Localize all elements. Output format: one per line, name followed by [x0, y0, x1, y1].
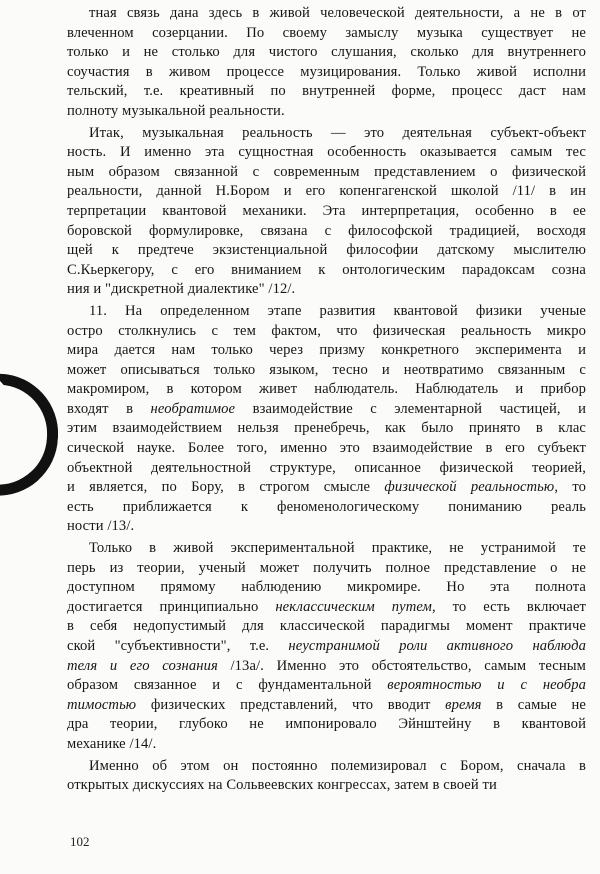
- text-run: мира дается нам только через призму конкретного эксперимента и: [67, 342, 586, 359]
- text-run: только и не столько для чистого слушания, сколько для внутреннего: [67, 44, 586, 61]
- text-run: механике /14/.: [67, 735, 157, 752]
- text-run: в себя недопустимый для классической парадигмы момент практиче: [67, 618, 586, 635]
- text-line: [67, 124, 586, 144]
- paragraph: [67, 539, 586, 755]
- text-line: [67, 241, 586, 261]
- text-run: доступном прямому наблюдению микромире. Но эта полнота: [67, 579, 586, 596]
- text-run: , то: [554, 479, 586, 496]
- text-line: [67, 539, 586, 559]
- italic-run: тимостью: [67, 696, 137, 713]
- text-run: входят в: [67, 400, 151, 417]
- text-line: [67, 517, 586, 537]
- text-run: дра теории, глубоко не импонировало Эйнштейну в квантовой: [67, 716, 586, 733]
- text-run: в самые не: [481, 696, 586, 713]
- text-line: [67, 4, 586, 24]
- italic-run: физической реальностью: [384, 479, 555, 496]
- text-line: [67, 696, 586, 716]
- text-line: [67, 637, 586, 657]
- text-run: образом связанное и с фундаментальной: [67, 677, 388, 694]
- text-run: боровской формулировке, связана с философской традицией, восходя: [67, 222, 586, 239]
- text-run: щей к предтече экзистенциальной философии датскому мыслителю: [67, 242, 586, 259]
- text-line: [67, 478, 586, 498]
- text-line: [67, 261, 586, 281]
- text-run: и является, по Бору, в строгом смысле: [67, 479, 385, 496]
- text-run: тная связь дана здесь в живой человеческой деятельности, а не в от: [89, 5, 586, 21]
- text-line: [67, 163, 586, 183]
- text-line: [67, 43, 586, 63]
- italic-run: время: [445, 696, 482, 713]
- text-run: достигается принципиально: [67, 598, 276, 615]
- text-run: С.Кьеркегору, с его вниманием к онтологическим парадоксам созна: [67, 261, 586, 278]
- text-run: ности /13/.: [67, 518, 135, 535]
- text-run: физических представлений, что вводит: [136, 696, 446, 713]
- text-line: [67, 63, 586, 83]
- text-run: Именно об этом он постоянно полемизировал с Бором, сначала в: [89, 757, 586, 774]
- text-line: [67, 102, 586, 122]
- text-run: объектной деятельностной структуре, описанное физической теорией,: [67, 459, 586, 476]
- text-line: [67, 24, 586, 44]
- italic-run: неустранимой роли активного наблюда: [288, 638, 586, 654]
- text-run: есть приближается к феноменологическому пониманию реаль: [67, 498, 586, 515]
- text-line: [67, 280, 586, 300]
- text-line: [67, 202, 586, 222]
- italic-run: теля и его сознания: [67, 657, 218, 674]
- text-line: [67, 598, 586, 618]
- paragraph: [67, 302, 586, 537]
- text-run: 11. На определенном этапе развития квантовой физики ученые: [89, 302, 586, 319]
- text-run: ность. И именно эта сущностная особенность оказывается самым тес: [67, 144, 586, 161]
- text-run: реальности, данной Н.Бором и его копенгагенской школой /11/ в ин: [67, 183, 586, 200]
- text-line: [67, 559, 586, 579]
- text-run: этим взаимодействием нельзя пренебречь, как было принято в клас: [67, 420, 586, 437]
- text-run: взаимодействие с элементарной частицей, и: [235, 400, 586, 417]
- text-run: терпретации квантовой механики. Эта интерпретация, особенно в ее: [67, 202, 586, 219]
- text-line: [67, 361, 586, 381]
- paragraph: [67, 757, 586, 796]
- text-run: соучастия в живом процессе музицирования. Только живой исполни: [67, 63, 586, 80]
- text-line: [67, 380, 586, 400]
- body-text: [67, 4, 586, 796]
- text-line: [67, 757, 586, 777]
- paragraph: [67, 4, 586, 122]
- text-line: [67, 578, 586, 598]
- italic-run: неклассическим путем: [275, 598, 432, 615]
- italic-run: вероятностью и с необра: [387, 677, 586, 694]
- text-run: /13а/. Именно это обстоятельство, самым тесным: [217, 657, 586, 674]
- text-line: [67, 657, 586, 677]
- paragraph: [67, 124, 586, 300]
- text-run: Только в живой экспериментальной практике, не устранимой те: [89, 540, 586, 557]
- text-run: макромиром, в котором живет наблюдатель. Наблюдатель и прибор: [67, 381, 586, 398]
- text-line: [67, 341, 586, 361]
- text-line: [67, 143, 586, 163]
- text-line: [67, 400, 586, 420]
- text-run: тельский, т.е. креативный по внутренней форме, процесс даст нам: [67, 83, 586, 100]
- text-run: может описываться только языком, тесно и неотвратимо связанным с: [67, 361, 586, 378]
- text-line: [67, 182, 586, 202]
- page-number: 102: [70, 834, 90, 849]
- text-line: [67, 715, 586, 735]
- text-run: остро столкнулись с тем фактом, что физическая реальность микро: [67, 322, 586, 339]
- text-run: перь из теории, ученый может получить полное представление о не: [67, 559, 586, 576]
- text-line: [67, 735, 586, 755]
- text-line: [67, 498, 586, 518]
- text-line: [67, 676, 586, 696]
- text-run: , то есть включает: [431, 598, 587, 615]
- italic-run: необратимое: [150, 400, 236, 417]
- text-run: Итак, музыкальная реальность — это деятельная субъект-объект: [89, 124, 586, 141]
- text-line: [67, 322, 586, 342]
- text-line: [67, 459, 586, 479]
- text-line: [67, 439, 586, 459]
- text-run: ным образом связанной с современным представлением о физической: [67, 163, 586, 180]
- text-run: ния и "дискретной диалектике" /12/.: [67, 281, 296, 298]
- text-line: [67, 419, 586, 439]
- text-line: [67, 617, 586, 637]
- text-line: [67, 776, 586, 796]
- text-run: открытых дискуссиях на Сольвеевских конгрессах, затем в своей ти: [67, 777, 497, 794]
- text-run: сической науке. Более того, именно это взаимодействие в его субъект: [67, 440, 586, 457]
- text-line: [67, 82, 586, 102]
- text-line: [67, 302, 586, 322]
- text-run: влеченном созерцании. По своему замыслу музыка существует не: [67, 24, 586, 41]
- text-run: ской "субъективности", т.е.: [67, 638, 289, 654]
- text-run: полноту музыкальной реальности.: [67, 102, 285, 119]
- scan-artifact-mark: [0, 373, 61, 498]
- text-line: [67, 222, 586, 242]
